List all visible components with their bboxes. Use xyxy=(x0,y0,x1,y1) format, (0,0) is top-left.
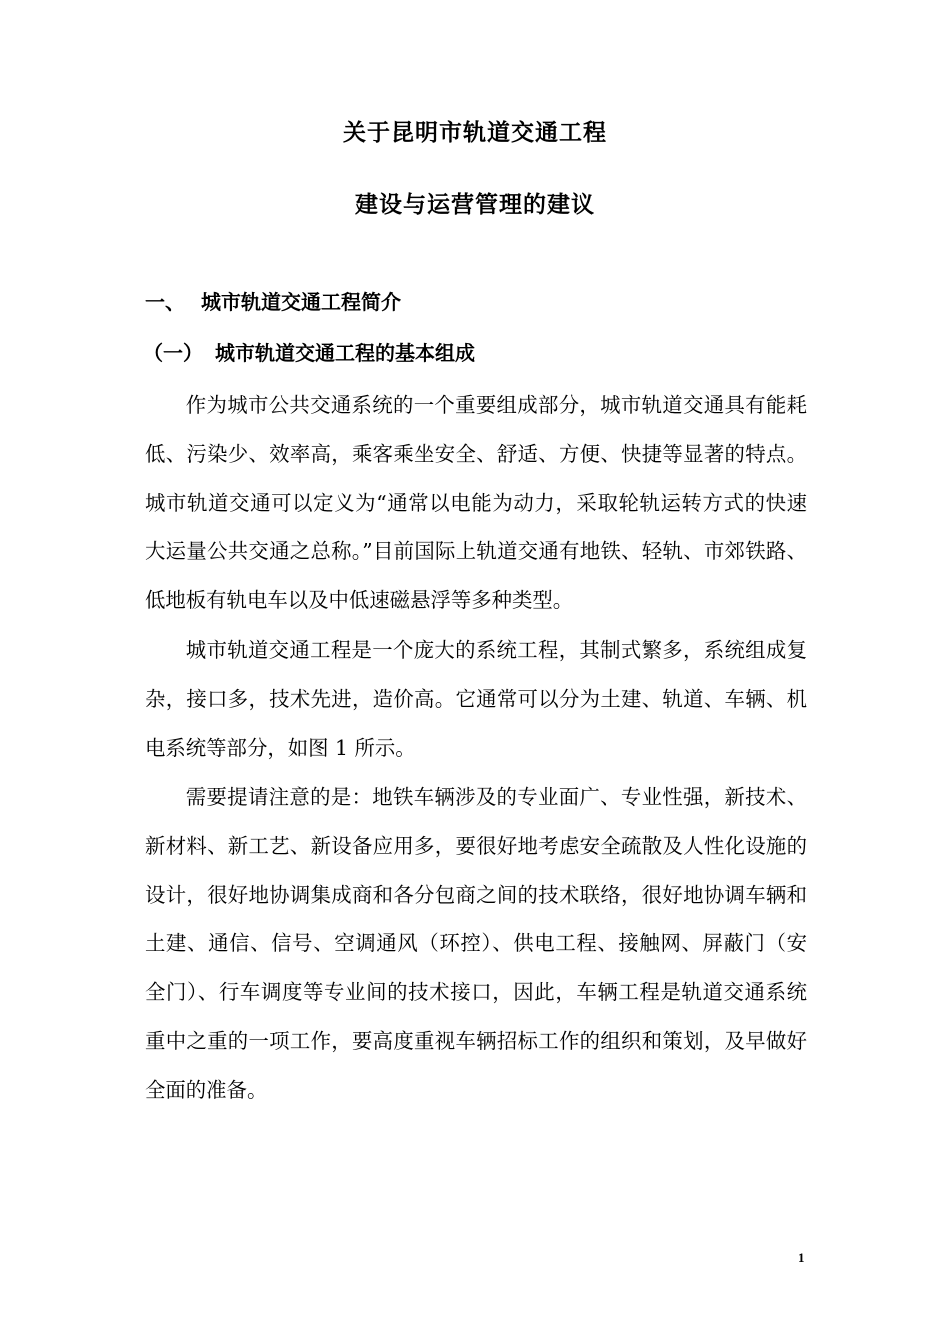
section-number: 一、 xyxy=(145,290,185,314)
body-paragraph: 城市轨道交通工程是一个庞大的系统工程，其制式繁多，系统组成复杂，接口多，技术先进，造价高。它通常可以分为土建、轨道、车辆、机电系统等部分，如图 1 所示。 xyxy=(145,638,807,760)
subsection-heading xyxy=(143,338,475,368)
subsection-title: 城市轨道交通工程的基本组成 xyxy=(215,341,475,365)
body-paragraph: 需要提请注意的是：地铁车辆涉及的专业面广、专业性强，新技术、新材料、新工艺、新设备应用多，要很好地考虑安全疏散及人性化设施的设计，很好地协调集成商和各分包商之间的技术联络，很好地协调车辆和土建、通信、信号、空调通风（环控）、供电工程、接触网、屏蔽门（安全门）、行车调度等专业间的技术接口，因此，车辆工程是轨道交通系统重中之重的一项工作，要高度重视车辆招标工作的组织和策划，及早做好全面的准备。 xyxy=(145,785,807,1102)
page-number: 1 xyxy=(798,1250,805,1265)
body-paragraph: 作为城市公共交通系统的一个重要组成部分，城市轨道交通具有能耗低、污染少、效率高，乘客乘坐安全、舒适、方便、快捷等显著的特点。城市轨道交通可以定义为“通常以电能为动力，采取轮轨运转方式的快速大运量公共交通之总称。”目前国际上轨道交通有地铁、轻轨、市郊铁路、低地板有轨电车以及中低速磁悬浮等多种类型。 xyxy=(145,393,807,613)
body-paragraph-2-container xyxy=(145,626,807,772)
section-title: 城市轨道交通工程简介 xyxy=(201,290,401,314)
body-paragraph-1-container xyxy=(145,381,807,625)
subsection-number: （一） xyxy=(143,341,203,365)
document-title-line-1: 关于昆明市轨道交通工程 xyxy=(343,120,607,146)
section-heading xyxy=(145,287,401,317)
document-title-line-2: 建设与运营管理的建议 xyxy=(355,192,595,218)
body-paragraph-3-container xyxy=(145,773,807,1115)
